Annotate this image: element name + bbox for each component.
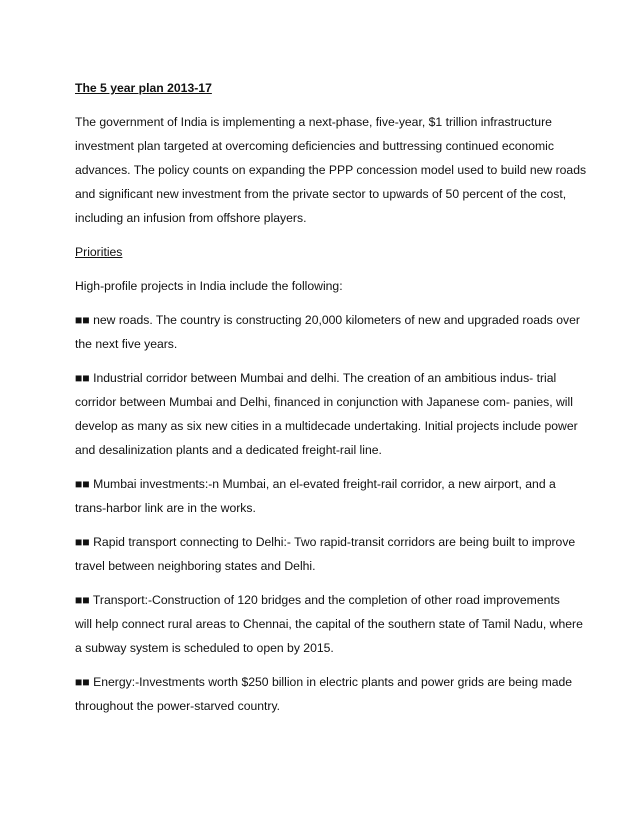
- bullet-rapid-transport: [75, 530, 576, 578]
- lead-in-text: High-profile projects in India include the following:: [75, 279, 343, 293]
- bullet-industrial-corridor: [75, 366, 578, 462]
- bullet-line: a subway system is scheduled to open by 2015.: [75, 641, 334, 655]
- bullet-mumbai-investments: [75, 472, 570, 520]
- intro-line: and significant new investment from the private sector to upwards of 50 percent of the cost,: [75, 187, 567, 201]
- bullet-line: ■■ Mumbai investments:-n Mumbai, an el-evated freight-rail corridor, a new airport, and a: [75, 477, 556, 491]
- intro-paragraph: [75, 110, 587, 230]
- bullet-line: travel between neighboring states and Delhi.: [75, 559, 316, 573]
- bullet-line: and desalinization plants and a dedicated freight-rail line.: [75, 443, 382, 457]
- bullet-line: ■■ Transport:-Construction of 120 bridges and the completion of other road improvements: [75, 593, 560, 607]
- bullet-energy: [75, 670, 573, 718]
- intro-line: advances. The policy counts on expanding the PPP concession model used to build new roads: [75, 163, 587, 177]
- intro-line: The government of India is implementing a next-phase, five-year, $1 trillion infrastructure: [75, 115, 552, 129]
- bullet-line: the next five years.: [75, 337, 178, 351]
- bullet-line: ■■ new roads. The country is constructing 20,000 kilometers of new and upgraded roads over: [75, 313, 580, 327]
- priorities-heading: Priorities: [75, 245, 123, 259]
- bullet-line: develop as many as six new cities in a multidecade undertaking. Initial projects include power: [75, 419, 578, 433]
- document-page: [75, 76, 587, 728]
- bullet-line: trans-harbor link are in the works.: [75, 501, 256, 515]
- document-title: The 5 year plan 2013-17: [75, 81, 212, 95]
- bullet-line: corridor between Mumbai and Delhi, financed in conjunction with Japanese com- panies, will: [75, 395, 573, 409]
- bullet-line: ■■ Energy:-Investments worth $250 billion in electric plants and power grids are being made: [75, 675, 573, 689]
- bullet-line: ■■ Industrial corridor between Mumbai and delhi. The creation of an ambitious indus- trial: [75, 371, 557, 385]
- bullet-line: will help connect rural areas to Chennai, the capital of the southern state of Tamil Nadu, where: [75, 617, 583, 631]
- intro-line: investment plan targeted at overcoming deficiencies and buttressing continued economic: [75, 139, 554, 153]
- intro-line: including an infusion from offshore players.: [75, 211, 307, 225]
- bullet-line: throughout the power-starved country.: [75, 699, 281, 713]
- bullet-line: ■■ Rapid transport connecting to Delhi:- Two rapid-transit corridors are being built to improve: [75, 535, 576, 549]
- bullet-new-roads: [75, 308, 580, 356]
- bullet-transport: [75, 588, 583, 660]
